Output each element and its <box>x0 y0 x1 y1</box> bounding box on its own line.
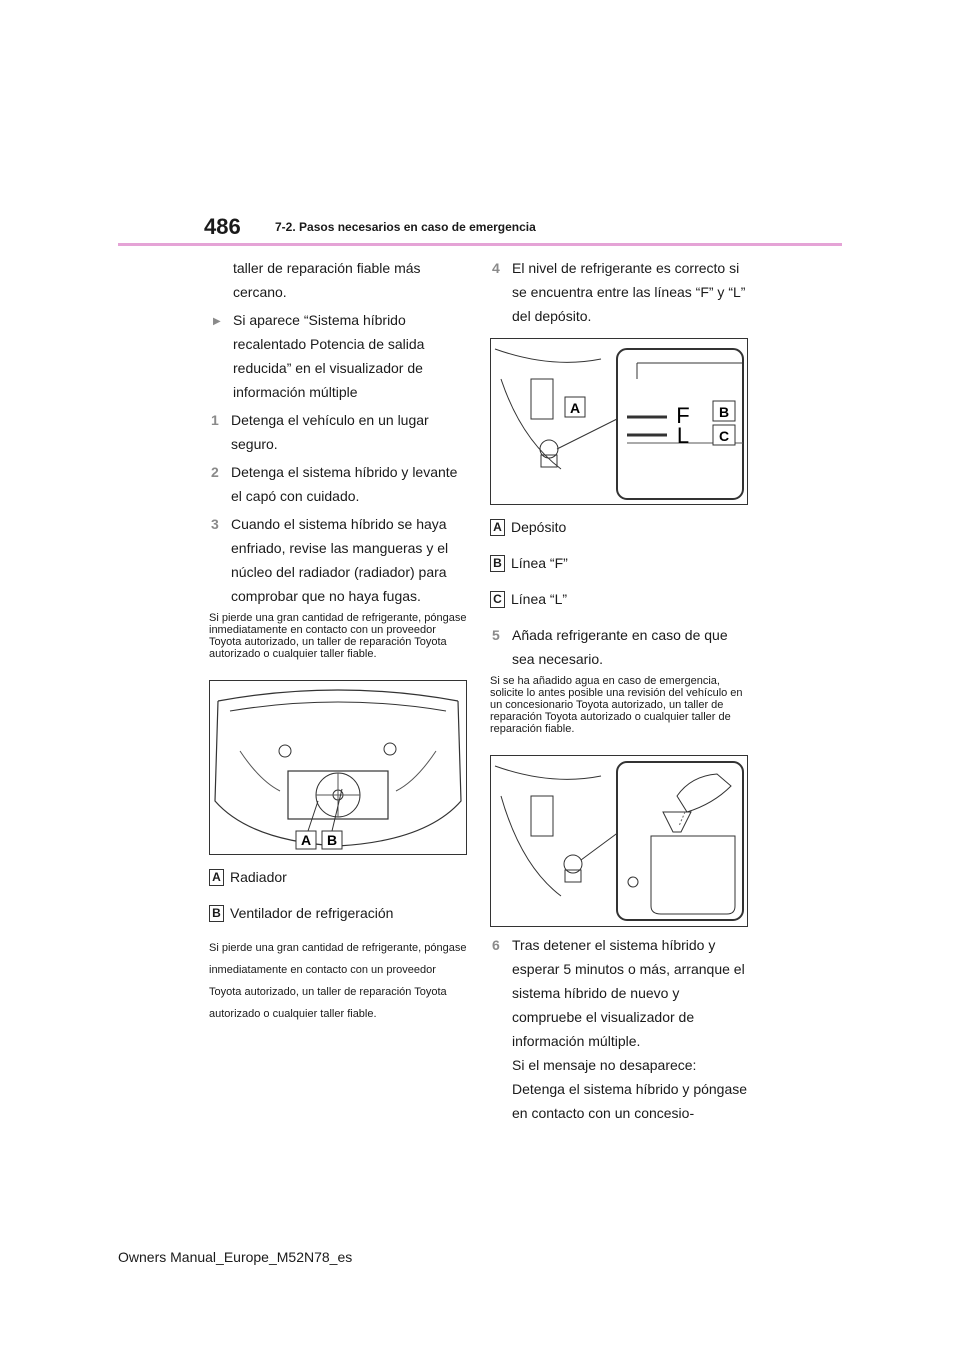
step-1 <box>209 408 471 456</box>
callout-text: Línea “L” <box>511 591 568 607</box>
leak-note-repeat: Si pierde una gran cantidad de refrigerante, póngase inmediatamente en contacto con un proveedor Toyota autorizado, un taller de reparación Toyota autorizado o cualquier taller fiable. <box>209 942 467 1020</box>
radiator-figure <box>209 680 467 855</box>
step-text: Cuando el sistema híbrido se haya enfriado, revise las mangueras y el núcleo del radiador (radiador) para comprobar que no haya fugas. <box>231 516 449 604</box>
figure-label-a: A <box>569 400 581 416</box>
figure-label-c: C <box>718 428 730 444</box>
step-text: Tras detener el sistema híbrido y esperar 5 minutos o más, arranque el sistema híbrido de nuevo y compruebe el visualizador de información múltiple. <box>512 937 745 1049</box>
callout-badge: A <box>209 869 224 886</box>
callout-fan <box>209 901 471 925</box>
bullet-text: Si aparece “Sistema híbrido recalentado Potencia de salida reducida” en el visualizador de información múltiple <box>233 312 425 400</box>
step-text: Detenga el sistema híbrido y levante el capó con cuidado. <box>231 464 458 504</box>
step-number: 6 <box>492 937 500 953</box>
callout-badge: C <box>490 591 505 608</box>
footer-text: Owners Manual_Europe_M52N78_es <box>118 1249 353 1265</box>
triangle-bullet-icon: ▶ <box>213 316 221 327</box>
water-added-note: Si se ha añadido agua en caso de emergencia, solicite lo antes posible una revisión del vehículo en un concesionario Toyota autorizado, un taller de reparación Toyota autorizado o cualquier taller de reparación fiable. <box>490 675 743 735</box>
bullet-item <box>209 308 471 404</box>
callout-reservoir <box>490 515 752 539</box>
callout-badge: B <box>490 555 505 572</box>
step-2 <box>209 460 471 508</box>
callout-radiator <box>209 865 471 889</box>
callout-text: Depósito <box>511 519 567 535</box>
line-l-marking: L <box>676 423 690 448</box>
left-column <box>209 256 471 1025</box>
callout-text: Radiador <box>230 869 287 885</box>
callout-badge: A <box>490 519 505 536</box>
add-coolant-figure <box>490 755 748 927</box>
step-3 <box>209 512 471 608</box>
step-text-group <box>512 933 752 1125</box>
step-text: Añada refrigerante en caso de que sea necesario. <box>512 627 728 667</box>
add-coolant-illustration <box>491 756 747 926</box>
engine-bay-illustration <box>210 681 466 854</box>
callout-line-l <box>490 587 752 611</box>
line-f-marking: F <box>676 403 690 428</box>
step-5 <box>490 623 752 671</box>
step-text: Detenga el vehículo en un lugar seguro. <box>231 412 429 452</box>
header-rule <box>118 243 842 246</box>
step-number: 4 <box>492 260 500 276</box>
figure-label-b: B <box>718 404 730 420</box>
figure-label-a: A <box>300 832 312 848</box>
callout-line-f <box>490 551 752 575</box>
step-number: 5 <box>492 627 500 643</box>
right-column <box>490 256 752 1129</box>
step-6 <box>490 933 752 1125</box>
leak-note: Si pierde una gran cantidad de refrigerante, póngase inmediatamente en contacto con un proveedor Toyota autorizado, un taller de reparación Toyota autorizado o cualquier taller fiable. <box>209 612 467 660</box>
step-extra-1: Si el mensaje no desaparece: <box>512 1057 697 1073</box>
page-number: 486 <box>204 214 241 239</box>
reservoir-level-figure <box>490 338 748 505</box>
step-4 <box>490 256 752 328</box>
callout-text: Ventilador de refrigeración <box>230 905 394 921</box>
section-title: 7-2. Pasos necesarios en caso de emergencia <box>275 220 536 234</box>
intro-continuation: taller de reparación fiable más cercano. <box>233 260 421 300</box>
callout-badge: B <box>209 905 224 922</box>
step-number: 2 <box>211 464 219 480</box>
step-text: El nivel de refrigerante es correcto si se encuentra entre las líneas “F” y “L” del depósito. <box>512 260 746 324</box>
callout-text: Línea “F” <box>511 555 568 571</box>
step-extra-2: Detenga el sistema híbrido y póngase en contacto con un concesio- <box>512 1081 748 1121</box>
reservoir-level-illustration <box>491 339 747 504</box>
figure-label-b: B <box>326 832 338 848</box>
step-number: 3 <box>211 516 219 532</box>
step-number: 1 <box>211 412 219 428</box>
